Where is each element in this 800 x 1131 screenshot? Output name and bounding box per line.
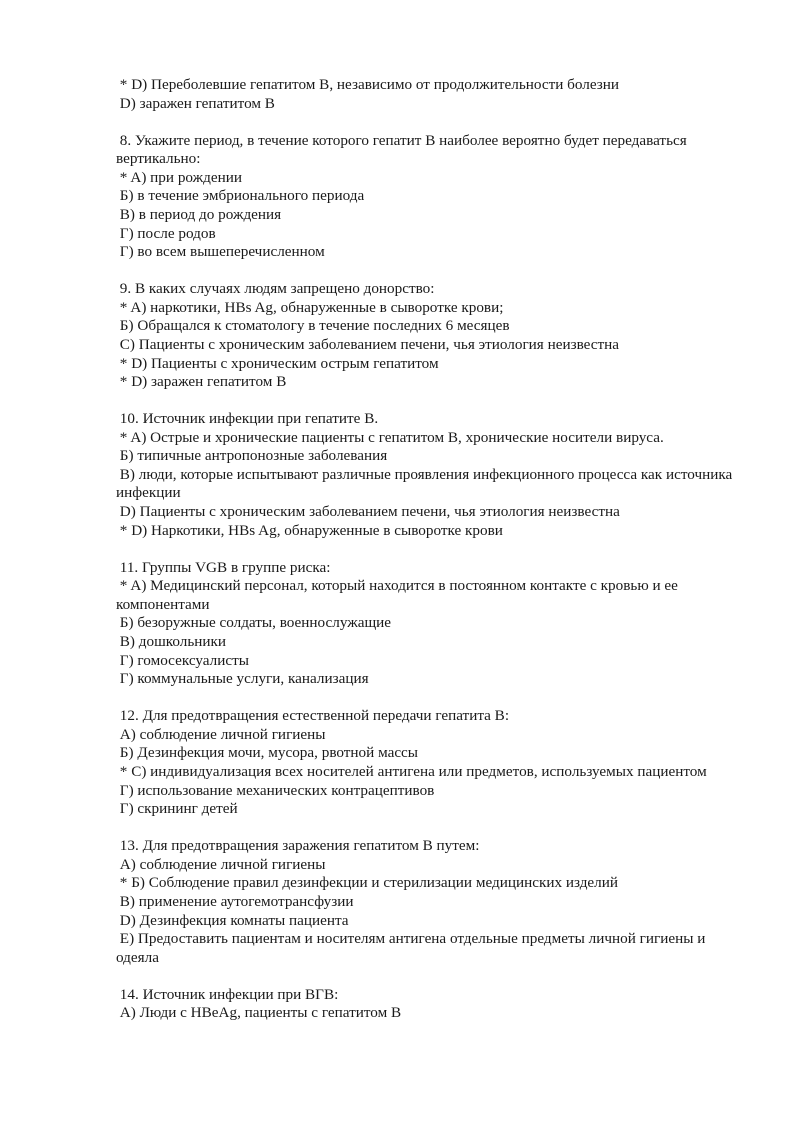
answer-line: Г) коммунальные услуги, канализация — [116, 670, 369, 688]
answer-line: B) применение аутогемотрансфузии — [116, 892, 354, 910]
question-line: 12. Для предотвращения естественной передачи гепатита В: — [116, 707, 510, 725]
question-line: 10. Источник инфекции при гепатите B. — [116, 410, 379, 428]
answer-line: A) Люди с HBeAg, пациенты с гепатитом В — [116, 1004, 402, 1022]
paragraph-gap — [116, 262, 746, 280]
answer-line: E) Предоставить пациентам и носителям антигена отдельные предметы личной гигиены и одеяла — [116, 930, 710, 966]
answer-line: * D) Наркотики, HBs Ag, обнаруженные в сыворотке крови — [116, 521, 503, 539]
answer-line: Г) во всем вышеперечисленном — [116, 243, 325, 261]
paragraph-gap — [116, 392, 746, 410]
answer-line: B) люди, которые испытывают различные проявления инфекционного процесса как источника инфекции — [116, 465, 737, 502]
answer-line: * Б) Соблюдение правил дезинфекции и стерилизации медицинских изделий — [116, 874, 619, 892]
answer-line: * A) Острые и хронические пациенты с гепатитом В, хронические носители вируса. — [116, 428, 664, 446]
paragraph-gap — [116, 819, 746, 837]
answer-line: Б) Дезинфекция мочи, мусора, рвотной массы — [116, 744, 419, 762]
answer-line: Г) использование механических контрацептивов — [116, 781, 435, 799]
answer-line: В) в период до рождения — [116, 205, 282, 223]
answer-line: Б) типичные антропонозные заболевания — [116, 447, 388, 465]
answer-line: Г) скрининг детей — [116, 800, 238, 818]
question-line: 13. Для предотвращения заражения гепатитом В путем: — [116, 837, 480, 855]
answer-line: * A) наркотики, HBs Ag, обнаруженные в сыворотке крови; — [116, 298, 504, 316]
answer-line: Г) после родов — [116, 224, 216, 242]
answer-line: Б) безоружные солдаты, военнослужащие — [116, 614, 392, 632]
answer-line: Г) гомосексуалисты — [116, 651, 249, 669]
paragraph-gap — [116, 967, 746, 985]
document-page — [116, 76, 746, 1023]
answer-line: D) Дезинфекция комнаты пациента — [116, 911, 349, 929]
answer-line: Б) Обращался к стоматологу в течение последних 6 месяцев — [116, 317, 510, 335]
answer-line: A) соблюдение личной гигиены — [116, 725, 326, 743]
paragraph-gap — [116, 540, 746, 558]
question-line: 14. Источник инфекции при ВГВ: — [116, 985, 339, 1003]
question-line: 11. Группы VGB в группе риска: — [116, 558, 331, 576]
answer-line: D) Пациенты с хроническим заболеванием печени, чья этиология неизвестна — [116, 503, 620, 521]
answer-line: D) заражен гепатитом В — [116, 94, 275, 112]
answer-line: C) Пациенты с хроническим заболеванием печени, чья этиология неизвестна — [116, 335, 620, 353]
answer-line: * C) индивидуализация всех носителей антигена или предметов, используемых пациентом — [116, 762, 707, 780]
answer-line: Б) в течение эмбрионального периода — [116, 187, 365, 205]
answer-line: B) дошкольники — [116, 633, 227, 650]
answer-line: A) соблюдение личной гигиены — [116, 855, 326, 873]
question-line: 9. В каких случаях людям запрещено донорство: — [116, 280, 435, 298]
answer-line: * A) Медицинский персонал, который находится в постоянном контакте с кровью и ее компонентами — [116, 577, 682, 613]
question-line: 8. Укажите период, в течение которого гепатит B наиболее вероятно будет передаваться вертикально: — [116, 131, 691, 168]
answer-line: * A) при рождении — [116, 168, 242, 186]
answer-line: * D) Переболевшие гепатитом В, независимо от продолжительности болезни — [116, 76, 620, 93]
answer-line: * D) заражен гепатитом В — [116, 373, 287, 391]
answer-line: * D) Пациенты с хроническим острым гепатитом — [116, 354, 439, 372]
paragraph-gap — [116, 113, 746, 131]
paragraph-gap — [116, 689, 746, 707]
